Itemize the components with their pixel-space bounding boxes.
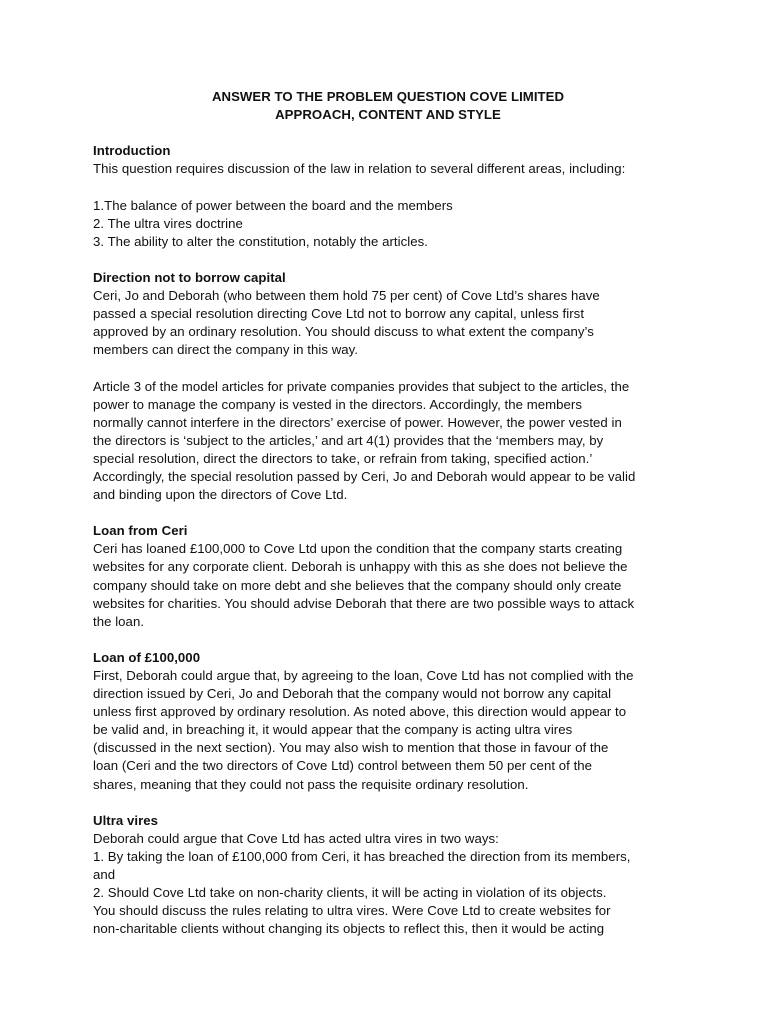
- paragraph-line: 1. By taking the loan of £100,000 from Ceri, it has breached the direction from its members,: [93, 848, 631, 864]
- heading-introduction: Introduction: [93, 143, 171, 159]
- paragraph-line: 2. Should Cove Ltd take on non-charity clients, it will be acting in violation of its objects.: [93, 885, 607, 901]
- paragraph-line: company should take on more debt and she believes that the company should only create: [93, 577, 622, 593]
- paragraph-line: Deborah could argue that Cove Ltd has acted ultra vires in two ways:: [93, 830, 499, 846]
- paragraph-line: members can direct the company in this way.: [93, 342, 359, 358]
- paragraph-line: You should discuss the rules relating to ultra vires. Were Cove Ltd to create websites for: [93, 903, 611, 919]
- ultra-vires-paragraph: [93, 830, 683, 939]
- paragraph-line: (discussed in the next section). You may also wish to mention that those in favour of the: [93, 740, 609, 756]
- direction-paragraph-1: [93, 287, 683, 359]
- paragraph-line: direction issued by Ceri, Jo and Deborah that the company would not borrow any capital: [93, 686, 612, 702]
- list-item: 2. The ultra vires doctrine: [93, 215, 243, 231]
- heading-ultra-vires: Ultra vires: [93, 812, 159, 828]
- introduction-line: This question requires discussion of the law in relation to several different areas, including:: [93, 161, 626, 177]
- paragraph-line: loan (Ceri and the two directors of Cove Ltd) control between them 50 per cent of the: [93, 758, 593, 774]
- heading-loan-from-ceri: Loan from Ceri: [93, 523, 188, 539]
- list-item: 3. The ability to alter the constitution, notably the articles.: [93, 233, 428, 249]
- paragraph-line: passed a special resolution directing Cove Ltd not to borrow any capital, unless first: [93, 306, 585, 322]
- loan-from-ceri-paragraph: [93, 540, 683, 630]
- paragraph-line: be valid and, in breaching it, it would appear that the company is acting ultra vires: [93, 722, 573, 738]
- paragraph-line: approved by an ordinary resolution. You should discuss to what extent the company’s: [93, 324, 594, 340]
- paragraph-line: First, Deborah could argue that, by agreeing to the loan, Cove Ltd has not complied with the: [93, 668, 634, 683]
- paragraph-line: shares, meaning that they could not pass the requisite ordinary resolution.: [93, 776, 529, 792]
- document-page: [93, 88, 683, 938]
- paragraph-line: websites for any corporate client. Deborah is unhappy with this as she does not believe the: [93, 559, 628, 575]
- heading-direction: Direction not to borrow capital: [93, 269, 286, 285]
- loan-100000-paragraph: [93, 667, 683, 794]
- paragraph-line: and: [93, 867, 116, 883]
- paragraph-line: Article 3 of the model articles for private companies provides that subject to the articles, the: [93, 378, 630, 394]
- paragraph-line: unless first approved by ordinary resolution. As noted above, this direction would appear to: [93, 704, 627, 720]
- paragraph-line: normally cannot interfere in the directors’ exercise of power. However, the power vested in: [93, 414, 622, 430]
- paragraph-line: Ceri, Jo and Deborah (who between them hold 75 per cent) of Cove Ltd’s shares have: [93, 288, 600, 304]
- paragraph-line: Accordingly, the special resolution passed by Ceri, Jo and Deborah would appear to be valid: [93, 468, 636, 484]
- paragraph-line: websites for charities. You should advise Deborah that there are two possible ways to attack: [93, 595, 635, 611]
- list-item: 1.The balance of power between the board and the members: [93, 197, 453, 213]
- paragraph-line: power to manage the company is vested in the directors. Accordingly, the members: [93, 396, 582, 412]
- heading-loan-100000: Loan of £100,000: [93, 649, 201, 665]
- paragraph-line: and binding upon the directors of Cove Ltd.: [93, 487, 348, 503]
- introduction-list: [93, 197, 683, 251]
- document-title-line-1: ANSWER TO THE PROBLEM QUESTION COVE LIMITED: [211, 89, 565, 104]
- paragraph-line: the directors is ‘subject to the articles,’ and art 4(1) provides that the ‘members may, by: [93, 432, 604, 448]
- document-title-line-2: APPROACH, CONTENT AND STYLE: [275, 107, 501, 123]
- paragraph-line: the loan.: [93, 613, 145, 629]
- paragraph-line: Ceri has loaned £100,000 to Cove Ltd upon the condition that the company starts creating: [93, 541, 623, 557]
- direction-paragraph-2: [93, 378, 683, 505]
- introduction-text: [93, 160, 683, 178]
- paragraph-line: special resolution, direct the directors to take, or refrain from taking, specified action.’: [93, 450, 593, 466]
- paragraph-line: non-charitable clients without changing its objects to reflect this, then it would be acting: [93, 921, 605, 937]
